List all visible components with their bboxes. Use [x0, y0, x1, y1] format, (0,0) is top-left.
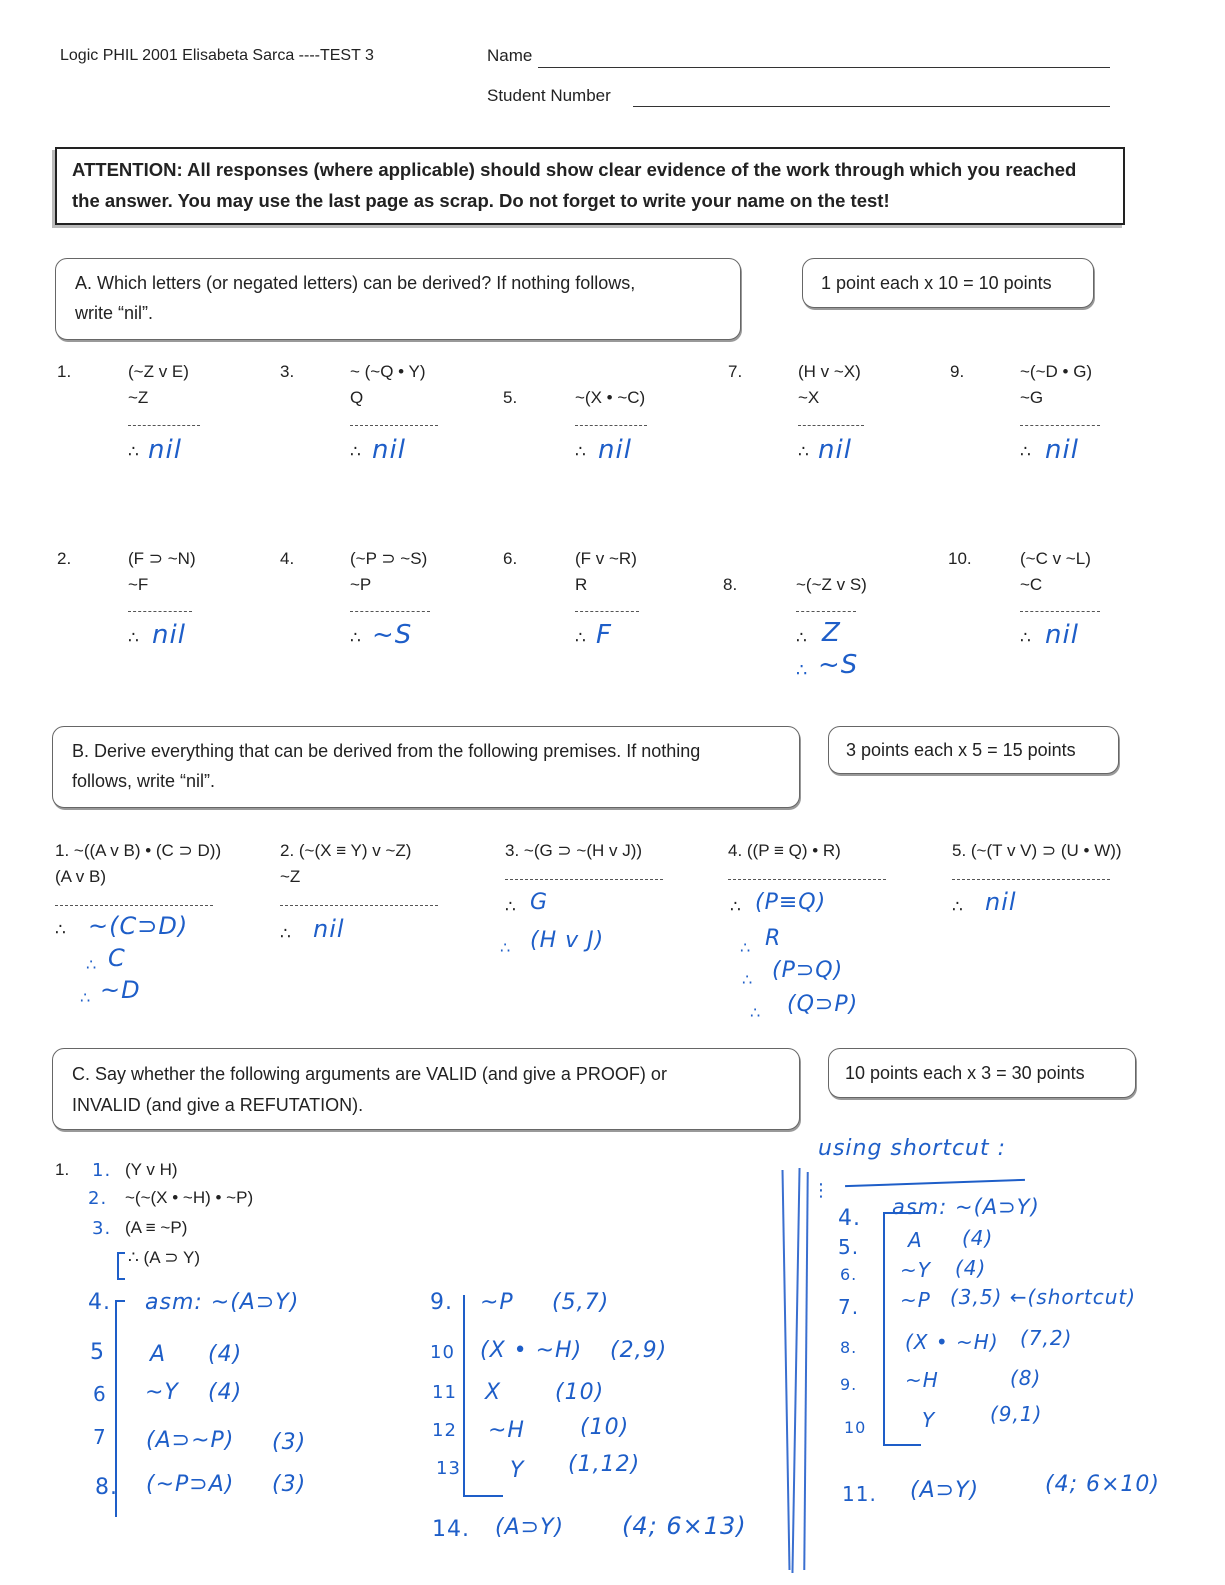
proof-line-justification: (3) [272, 1472, 307, 1497]
section-c-text-2: INVALID (and give a REFUTATION). [72, 1095, 364, 1115]
proof-line-text[interactable]: (X • ~H) [905, 1330, 999, 1354]
proof-line-text[interactable]: ~Y [145, 1380, 179, 1405]
attention-line-2: the answer. You may use the last page as scrap. Do not forget to write your name on the test! [72, 190, 890, 211]
b2-answer[interactable]: nil [313, 915, 345, 943]
proof-line-justification: (8) [1010, 1366, 1042, 1390]
proof-line-num: 9. [430, 1290, 453, 1315]
shortcut-title: using shortcut : [818, 1136, 1007, 1161]
proof-line-text[interactable]: ~P [900, 1288, 931, 1312]
a4-answer[interactable]: ~S [372, 620, 413, 650]
therefore-icon: ∴ [80, 988, 92, 1007]
a10-premise-1: (~C v ~L) [1020, 549, 1091, 568]
b5-answer[interactable]: nil [985, 888, 1017, 916]
proof-line-num: 7. [838, 1295, 860, 1319]
section-b-instructions [52, 726, 800, 808]
section-b-points [828, 726, 1119, 774]
a10-divider [1020, 611, 1100, 612]
a6-divider [575, 611, 639, 612]
a10-answer[interactable]: nil [1045, 620, 1079, 650]
proof-line-justification: (4; 6×10) [1045, 1472, 1160, 1497]
section-b-points-text: 3 points each x 5 = 15 points [846, 740, 1076, 760]
therefore-icon: ∴ [1020, 628, 1031, 648]
a8-premise-1: ~(~Z v S) [796, 575, 867, 594]
b1-answer-3[interactable]: ~D [100, 976, 141, 1004]
b4-answer-1[interactable]: (P≡Q) [755, 890, 827, 915]
therefore-icon: ∴ [500, 938, 512, 957]
b1-answer-1[interactable]: ~(C⊃D) [88, 912, 189, 940]
proof-line-text[interactable]: X [485, 1380, 502, 1405]
proof-line-num: 4. [88, 1290, 111, 1315]
a9-premise-2: ~G [1020, 388, 1044, 407]
section-a-points-text: 1 point each x 10 = 10 points [821, 273, 1052, 293]
proof-line-num: 9. [840, 1375, 858, 1394]
therefore-icon: ∴ [505, 897, 516, 917]
student-number-field[interactable] [633, 106, 1110, 107]
a1-divider [128, 425, 200, 426]
c1-premise-num-3: 3. [92, 1218, 112, 1239]
shortcut-underline [845, 1179, 1025, 1187]
therefore-icon: ∴ [128, 442, 139, 462]
a2-premise-2: ~F [128, 575, 149, 594]
student-number-label: Student Number [487, 86, 611, 105]
proof-line-num: 6. [840, 1265, 858, 1284]
a8-divider [796, 611, 856, 612]
therefore-icon: ∴ [575, 628, 586, 648]
proof-line-num: 5 [90, 1340, 105, 1365]
a2-divider [128, 611, 192, 612]
a2-premise-1: (F ⊃ ~N) [128, 549, 196, 568]
therefore-icon: ∴ [798, 442, 809, 462]
attention-line-1: ATTENTION: All responses (where applicable) should show clear evidence of the work through which you reached [72, 159, 1077, 180]
a9-answer[interactable]: nil [1045, 435, 1079, 465]
therefore-icon: ∴ [280, 924, 291, 944]
a5-answer[interactable]: nil [598, 435, 632, 465]
c1-premise-2: ~(~(X • ~H) • ~P) [125, 1188, 254, 1207]
therefore-icon: ∴ [350, 442, 361, 462]
proof-line-num: 14. [432, 1517, 470, 1542]
a-num-1: 1. [57, 362, 72, 381]
proof-line-justification: (3) [272, 1430, 307, 1455]
proof-line-text[interactable]: (~P⊃A) [146, 1472, 235, 1497]
proof-line-num: 10 [844, 1418, 867, 1437]
proof-line-text[interactable]: (A⊃~P) [146, 1428, 235, 1453]
a-num-9: 9. [950, 362, 965, 381]
proof-line-text[interactable]: Y [510, 1458, 525, 1483]
b1-label: 1. ~((A v B) • (C ⊃ D)) [55, 841, 222, 860]
c1-premise-num-2: 2. [88, 1188, 108, 1209]
section-a-instructions [55, 258, 741, 340]
proof-line-num: 4. [838, 1206, 861, 1231]
proof-line-text[interactable]: ~H [488, 1418, 525, 1443]
b1-divider [55, 905, 213, 906]
therefore-icon: ∴ [796, 628, 807, 648]
a-num-2: 2. [57, 549, 72, 568]
proof-line-justification: (4) [955, 1256, 987, 1280]
name-field[interactable] [538, 67, 1110, 68]
a4-divider [350, 611, 430, 612]
proof-line-text[interactable]: ~P [480, 1290, 514, 1315]
divider-line [791, 1168, 800, 1573]
c1-conclusion: ∴ (A ⊃ Y) [128, 1248, 200, 1267]
c1-premise-3: (A ≡ ~P) [125, 1218, 188, 1237]
therefore-icon: ∴ [730, 897, 741, 917]
course-title: Logic PHIL 2001 Elisabeta Sarca ----TEST 3 [60, 47, 374, 64]
c1-premise-1: (Y v H) [125, 1160, 178, 1179]
name-label: Name [487, 46, 533, 65]
section-c-text-1: C. Say whether the following arguments are VALID (and give a PROOF) or [72, 1064, 667, 1084]
proof-line-justification: (2,9) [610, 1338, 668, 1363]
b2-divider [280, 905, 438, 906]
a-num-4: 4. [280, 549, 295, 568]
a1-premise-2: ~Z [128, 388, 149, 407]
proof-line-num: 6 [93, 1382, 107, 1406]
proof-line-text[interactable]: ~Y [900, 1258, 931, 1282]
b3-answer-1[interactable]: G [530, 890, 549, 915]
proof-line-num: 7 [93, 1425, 107, 1449]
b4-answer-2[interactable]: R [765, 926, 782, 951]
a4-premise-2: ~P [350, 575, 372, 594]
section-c-instructions [52, 1048, 800, 1130]
proof-line-justification: (3,5) ←(shortcut) [950, 1285, 1137, 1309]
proof-line-num: 8. [95, 1475, 118, 1500]
therefore-icon: ∴ [55, 920, 66, 940]
a-num-7: 7. [728, 362, 743, 381]
a-num-8: 8. [723, 575, 738, 594]
proof-line-justification: (4; 6×13) [622, 1512, 747, 1540]
a-num-3: 3. [280, 362, 295, 381]
proof-line-text[interactable]: ~H [905, 1368, 939, 1392]
a9-divider [1020, 425, 1100, 426]
section-a-text-2: write “nil”. [75, 303, 154, 323]
proof-line-num: 5. [838, 1235, 860, 1259]
b5-label: 5. (~(T v V) ⊃ (U • W)) [952, 841, 1122, 860]
a8-answer-2[interactable]: ~S [818, 650, 859, 680]
therefore-icon: ∴ [796, 660, 809, 681]
b4-label: 4. ((P ≡ Q) • R) [728, 841, 841, 860]
ellipsis-icon: ⋮ [812, 1180, 831, 1201]
proof-line-num: 11. [842, 1482, 877, 1506]
a3-premise-1: ~ (~Q • Y) [350, 362, 426, 381]
a3-premise-2: Q [350, 388, 364, 407]
b1-answer-2[interactable]: C [108, 944, 126, 972]
proof-conclusion[interactable]: (A⊃Y) [910, 1478, 980, 1503]
proof-line-justification: (1,12) [568, 1452, 641, 1477]
a6-answer[interactable]: F [596, 620, 612, 650]
a1-premise-1: (~Z v E) [128, 362, 189, 381]
a2-answer[interactable]: nil [152, 620, 186, 650]
proof-line-text[interactable]: asm: ~(A⊃Y) [145, 1290, 300, 1315]
b4-answer-3[interactable]: (P⊃Q) [772, 958, 844, 983]
proof-line-justification: (4) [962, 1226, 994, 1250]
section-a-text-1: A. Which letters (or negated letters) can be derived? If nothing follows, [75, 273, 636, 293]
section-c-points-text: 10 points each x 3 = 30 points [845, 1063, 1085, 1083]
proof-line-num: 13 [436, 1458, 461, 1479]
a3-divider [350, 425, 438, 426]
b4-divider [728, 879, 886, 880]
a-num-5: 5. [503, 388, 518, 407]
proof-line-justification: (5,7) [552, 1290, 610, 1315]
proof-line-justification: (9,1) [990, 1402, 1043, 1426]
divider-line [782, 1170, 791, 1570]
attention-box [55, 147, 1125, 225]
a-num-10: 10. [948, 549, 972, 568]
a3-answer[interactable]: nil [372, 435, 406, 465]
proof-line-justification: (7,2) [1020, 1326, 1073, 1350]
a1-answer[interactable]: nil [148, 435, 182, 465]
a7-premise-1: (H v ~X) [798, 362, 861, 381]
b5-divider [952, 879, 1110, 880]
c1-premise-num-1: 1. [92, 1160, 112, 1181]
section-a-points [802, 258, 1094, 308]
proof-line-text[interactable]: Y [922, 1408, 936, 1432]
therefore-icon: ∴ [740, 938, 752, 957]
proof-line-text[interactable]: A [908, 1228, 923, 1252]
a7-premise-2: ~X [798, 388, 820, 407]
a7-divider [798, 425, 864, 426]
b4-answer-4[interactable]: (Q⊃P) [787, 992, 859, 1017]
a8-answer-1[interactable]: Z [822, 618, 841, 648]
therefore-icon: ∴ [350, 628, 361, 648]
proof-line-text[interactable]: asm: ~(A⊃Y) [892, 1195, 1040, 1219]
therefore-icon: ∴ [750, 1003, 762, 1022]
therefore-icon: ∴ [952, 897, 963, 917]
therefore-icon: ∴ [742, 970, 754, 989]
therefore-icon: ∴ [128, 628, 139, 648]
proof-line-text[interactable]: A [150, 1342, 167, 1367]
b2-premise-2: ~Z [280, 867, 301, 886]
a5-premise-1: ~(X • ~C) [575, 388, 646, 407]
b3-label: 3. ~(G ⊃ ~(H v J)) [505, 841, 643, 860]
therefore-icon: ∴ [86, 955, 98, 974]
a6-premise-1: (F v ~R) [575, 549, 637, 568]
proof-line-justification: (10) [555, 1380, 605, 1405]
proof-line-justification: (4) [208, 1342, 243, 1367]
section-b-text-2: follows, write “nil”. [72, 771, 216, 791]
a-num-6: 6. [503, 549, 518, 568]
therefore-icon: ∴ [575, 442, 586, 462]
b1-premise-2: (A v B) [55, 867, 107, 886]
proof-line-num: 10 [430, 1342, 455, 1363]
proof-line-text[interactable]: (X • ~H) [480, 1338, 583, 1363]
proof-line-justification: (4) [208, 1380, 243, 1405]
b3-answer-2[interactable]: (H v J) [530, 928, 605, 953]
divider-line [803, 1172, 808, 1570]
section-b-text-1: B. Derive everything that can be derived from the following premises. If nothing [72, 741, 701, 761]
a9-premise-1: ~(~D • G) [1020, 362, 1093, 381]
proof-line-num: 8. [840, 1338, 858, 1357]
therefore-icon: ∴ [1020, 442, 1031, 462]
a6-premise-2: R [575, 575, 588, 594]
b2-label: 2. (~(X ≡ Y) v ~Z) [280, 841, 412, 860]
proof-line-num: 12 [432, 1420, 457, 1441]
c-num-1: 1. [55, 1160, 70, 1179]
proof-conclusion[interactable]: (A⊃Y) [495, 1515, 565, 1540]
a10-premise-2: ~C [1020, 575, 1043, 594]
conclusion-bracket [117, 1252, 125, 1280]
b3-divider [505, 879, 663, 880]
a5-divider [575, 425, 647, 426]
proof-line-num: 11 [432, 1382, 457, 1403]
a4-premise-1: (~P ⊃ ~S) [350, 549, 428, 568]
section-c-points [828, 1048, 1136, 1098]
proof-line-justification: (10) [580, 1415, 630, 1440]
a7-answer[interactable]: nil [818, 435, 852, 465]
